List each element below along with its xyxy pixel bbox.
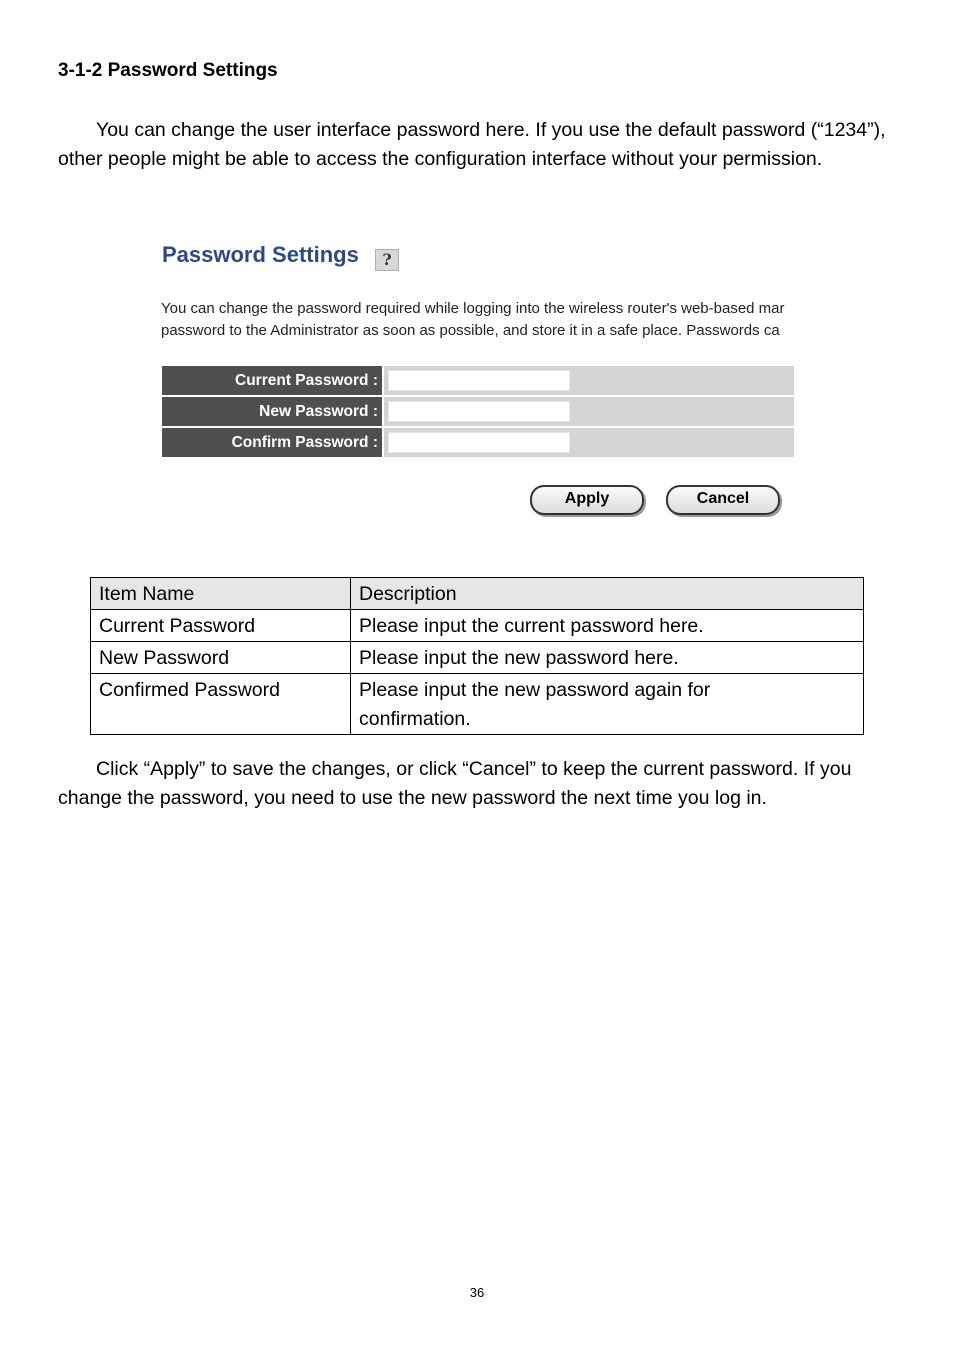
new-password-input[interactable] — [388, 401, 570, 422]
cancel-button[interactable]: Cancel — [666, 485, 780, 515]
password-form — [162, 364, 794, 459]
intro-text: You can change the user interface password here. If you use the default password (“1234”), other people might be able to access the configuration interface without your permission. — [58, 119, 886, 170]
confirm-password-row — [162, 428, 794, 457]
new-password-row — [162, 397, 794, 426]
confirm-password-label: Confirm Password : — [162, 428, 384, 457]
screenshot-desc-line: You can change the password required while logging into the wireless router's web-based mar — [161, 300, 785, 317]
header-item-name: Item Name — [91, 578, 351, 610]
router-screenshot — [160, 240, 810, 520]
item-name-cell: Current Password — [91, 610, 351, 642]
outro-text: Click “Apply” to save the changes, or click “Cancel” to keep the current password. If you change the password, you need to use the new password the next time you log in. — [58, 758, 852, 809]
new-password-label: New Password : — [162, 397, 384, 426]
screenshot-title: Password Settings — [162, 242, 359, 267]
description-cell: Please input the current password here. — [351, 610, 864, 642]
table-row — [91, 674, 864, 735]
table-row — [91, 642, 864, 674]
item-name-cell: New Password — [91, 642, 351, 674]
header-description: Description — [351, 578, 864, 610]
apply-button[interactable]: Apply — [530, 485, 644, 515]
item-name-cell: Confirmed Password — [91, 674, 351, 735]
confirm-password-input[interactable] — [388, 432, 570, 453]
page-number: 36 — [469, 1285, 485, 1300]
current-password-input[interactable] — [388, 370, 570, 391]
section-heading: 3-1-2 Password Settings — [58, 60, 278, 81]
description-cell: Please input the new password again for confirmation. — [351, 674, 864, 735]
current-password-label: Current Password : — [162, 366, 384, 395]
screenshot-desc-line: password to the Administrator as soon as possible, and store it in a safe place. Passwords ca — [161, 322, 780, 339]
description-cell: Please input the new password here. — [351, 642, 864, 674]
intro-paragraph — [58, 116, 900, 174]
outro-paragraph — [58, 755, 900, 813]
screenshot-description — [161, 298, 810, 342]
table-header-row — [91, 578, 864, 610]
current-password-row — [162, 366, 794, 395]
table-row — [91, 610, 864, 642]
item-description-table — [90, 577, 864, 735]
help-icon[interactable]: ? — [375, 249, 399, 271]
